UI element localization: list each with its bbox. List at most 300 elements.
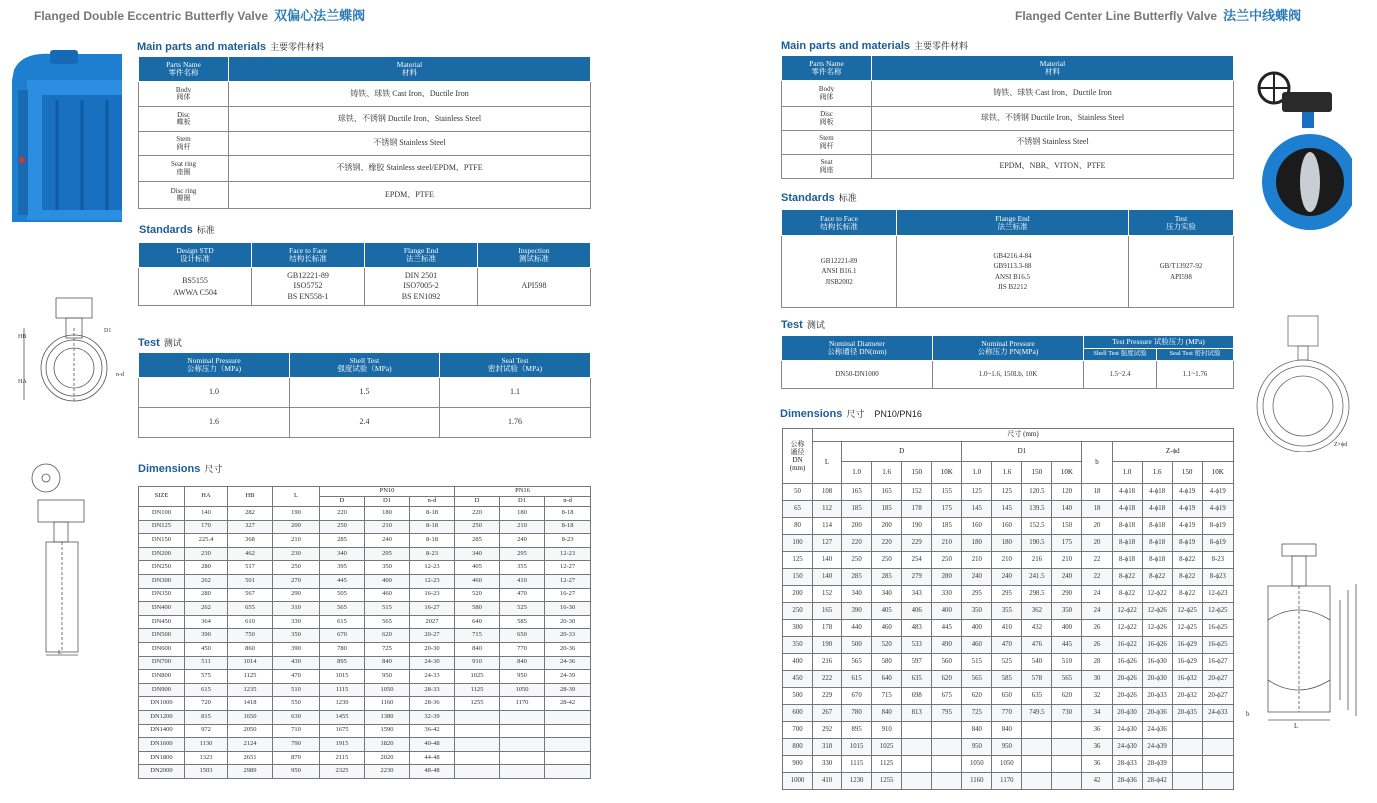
table-cell: 80	[783, 518, 813, 535]
table-row	[783, 535, 1234, 552]
table-cell: 150	[1052, 518, 1082, 535]
table-cell: 620	[962, 688, 992, 705]
table-cell: 2989	[228, 765, 273, 779]
table-cell: 340	[872, 586, 902, 603]
table-cell: 4-ϕ19	[1172, 518, 1202, 535]
table-cell: 1255	[872, 773, 902, 790]
table-row	[783, 756, 1234, 773]
table-cell: 1255	[455, 697, 500, 711]
table-cell: 8-ϕ22	[1172, 552, 1202, 569]
table-row	[139, 602, 591, 616]
table-cell	[932, 739, 962, 756]
table-cell: 240	[500, 534, 545, 548]
table-cell: 240	[992, 569, 1022, 586]
table-cell: 950	[365, 670, 410, 684]
table-cell: DN200	[139, 547, 185, 561]
table-cell: 770	[500, 642, 545, 656]
table-cell: 24-33	[410, 670, 455, 684]
table-cell: 525	[500, 602, 545, 616]
table-cell: 250	[783, 603, 813, 620]
table-cell: 220	[320, 507, 365, 521]
table-row: Stem 阀杆 不锈钢 Stainless Steel	[139, 132, 591, 156]
table-row	[139, 642, 591, 656]
table-cell: 16-ϕ26	[1142, 637, 1172, 654]
table-row	[783, 671, 1234, 688]
table-cell	[1202, 722, 1233, 739]
table-cell: 840	[500, 656, 545, 670]
table-cell: 840	[962, 722, 992, 739]
table-cell: 540	[1022, 654, 1052, 671]
table-cell: 18	[1082, 501, 1112, 518]
table-cell: 12-ϕ22	[1112, 620, 1142, 637]
table-cell	[545, 724, 591, 738]
table-cell: 8-ϕ18	[1142, 518, 1172, 535]
table-cell: 200	[273, 520, 320, 534]
table-cell: 139.5	[1022, 501, 1052, 518]
table-row	[139, 547, 591, 561]
table-cell: 150	[783, 569, 813, 586]
table-cell	[500, 724, 545, 738]
table-row	[139, 710, 591, 724]
table-cell: 470	[500, 588, 545, 602]
table-cell: 2027	[410, 615, 455, 629]
table-cell: 2325	[320, 765, 365, 779]
table-cell: 327	[228, 520, 273, 534]
table-cell: 190	[273, 507, 320, 521]
table-cell: 710	[273, 724, 320, 738]
table-cell: 520	[455, 588, 500, 602]
table-cell: 225.4	[185, 534, 228, 548]
left-dimensions-title: Dimensions 尺寸	[138, 463, 223, 475]
table-row: Disc 蝶板 球铁、不锈钢 Ductile Iron、Stainless Steel	[139, 107, 591, 132]
table-cell: 140	[185, 507, 228, 521]
table-cell: 700	[783, 722, 813, 739]
table-cell: 298.5	[1022, 586, 1052, 603]
table-cell: DN1600	[139, 738, 185, 752]
table-cell: 295	[365, 547, 410, 561]
table-cell: 950	[992, 739, 1022, 756]
table-row: 1.6 2.4 1.76	[139, 408, 591, 438]
table-cell: 950	[500, 670, 545, 684]
table-cell: 20-33	[545, 629, 591, 643]
material-header: Material 材料	[229, 57, 591, 82]
table-cell: 8-ϕ22	[1172, 586, 1202, 603]
table-cell: 640	[872, 671, 902, 688]
table-cell: 28-39	[545, 683, 591, 697]
table-cell: 210	[962, 552, 992, 569]
table-cell: 8-ϕ19	[1172, 535, 1202, 552]
table-cell: 16-ϕ25	[1202, 637, 1233, 654]
table-cell: 108	[813, 484, 842, 501]
table-cell: 462	[228, 547, 273, 561]
table-row	[783, 620, 1234, 637]
table-cell: 32	[1082, 688, 1112, 705]
table-cell: 290	[1052, 586, 1082, 603]
table-row: BS5155 AWWA C504 GB12221-89 ISO5752 BS EN558-1 DIN 2501 ISO7005-2 BS EN1092 API598	[139, 268, 591, 306]
table-cell: 216	[1022, 552, 1052, 569]
table-cell: 32-39	[410, 710, 455, 724]
table-cell: 406	[902, 603, 932, 620]
table-cell: 36	[1082, 722, 1112, 739]
table-cell: 580	[872, 654, 902, 671]
table-cell: 220	[455, 507, 500, 521]
table-cell: 1230	[842, 773, 872, 790]
table-cell	[1172, 739, 1202, 756]
table-cell: 282	[228, 507, 273, 521]
table-cell: 1050	[500, 683, 545, 697]
table-cell: 1000	[783, 773, 813, 790]
table-cell: 630	[273, 710, 320, 724]
table-cell: 24	[1082, 586, 1112, 603]
table-cell: 2230	[365, 765, 410, 779]
table-cell: 250	[932, 552, 962, 569]
table-cell	[1052, 722, 1082, 739]
table-cell: 770	[992, 705, 1022, 722]
center-line-valve-photo	[1252, 70, 1352, 232]
table-cell: 340	[842, 586, 872, 603]
table-cell: 355	[500, 561, 545, 575]
table-row	[783, 518, 1234, 535]
table-cell: 8-23	[545, 534, 591, 548]
table-cell: 515	[962, 654, 992, 671]
table-cell: 12-27	[545, 574, 591, 588]
table-cell: 16-23	[410, 588, 455, 602]
right-dimensions-title: Dimensions 尺寸 PN10/PN16	[780, 408, 922, 420]
table-cell: 840	[872, 705, 902, 722]
svg-text:b: b	[1246, 710, 1250, 718]
table-cell: 12-ϕ26	[1142, 620, 1172, 637]
table-cell: 120	[1052, 484, 1082, 501]
table-cell: 210	[500, 520, 545, 534]
table-cell: 517	[228, 561, 273, 575]
table-row	[783, 603, 1234, 620]
table-cell: 285	[872, 569, 902, 586]
table-row	[139, 588, 591, 602]
table-cell: 355	[992, 603, 1022, 620]
table-cell	[1022, 773, 1052, 790]
table-cell: 4-ϕ19	[1172, 484, 1202, 501]
table-cell: 525	[992, 654, 1022, 671]
table-cell	[1022, 722, 1052, 739]
table-row	[139, 656, 591, 670]
table-cell: 815	[185, 710, 228, 724]
table-cell: DN250	[139, 561, 185, 575]
table-cell: 650	[500, 629, 545, 643]
table-cell: 1125	[872, 756, 902, 773]
table-cell: 610	[228, 615, 273, 629]
table-cell: 950	[273, 765, 320, 779]
table-cell: 12-ϕ22	[1112, 603, 1142, 620]
table-cell: 210	[1052, 552, 1082, 569]
left-standards-title: Standards 标准	[139, 224, 215, 236]
table-cell: DN125	[139, 520, 185, 534]
table-cell: 350	[783, 637, 813, 654]
table-cell: 36	[1082, 756, 1112, 773]
table-cell: 567	[228, 588, 273, 602]
table-cell: 585	[500, 615, 545, 629]
right-parts-title: Main parts and materials 主要零件材料	[781, 40, 969, 52]
table-row	[139, 520, 591, 534]
table-cell: 12-23	[545, 547, 591, 561]
table-cell: 8-ϕ19	[1202, 535, 1233, 552]
table-cell: 1050	[962, 756, 992, 773]
table-cell	[1052, 739, 1082, 756]
table-row: Seat 阀座 EPDM、NBR、VITON、PTFE	[782, 155, 1234, 179]
table-cell: 16-ϕ22	[1112, 637, 1142, 654]
table-cell: 4-ϕ18	[1112, 484, 1142, 501]
table-cell: 460	[962, 637, 992, 654]
table-cell: 24-39	[545, 670, 591, 684]
table-cell: 565	[320, 602, 365, 616]
table-cell: 16-27	[410, 602, 455, 616]
table-cell: 16-ϕ29	[1172, 637, 1202, 654]
table-cell: 655	[228, 602, 273, 616]
table-cell: 8-ϕ18	[1112, 552, 1142, 569]
table-cell	[500, 710, 545, 724]
table-cell: 295	[992, 586, 1022, 603]
table-cell: 210	[365, 520, 410, 534]
table-cell: 20-ϕ27	[1202, 688, 1233, 705]
table-cell: 50	[783, 484, 813, 501]
svg-text:L: L	[1294, 722, 1299, 730]
table-cell: 500	[783, 688, 813, 705]
table-cell: 230	[185, 547, 228, 561]
table-cell: 620	[1052, 688, 1082, 705]
table-cell: 165	[842, 484, 872, 501]
table-cell: 145	[992, 501, 1022, 518]
table-cell: 749.5	[1022, 705, 1052, 722]
table-cell: 390	[842, 603, 872, 620]
table-row: Body 阀体 铸铁、球铁 Cast Iron、Ductile Iron	[782, 81, 1234, 107]
table-cell: 430	[273, 656, 320, 670]
table-row	[783, 552, 1234, 569]
table-cell: 12-ϕ25	[1202, 603, 1233, 620]
table-row	[783, 637, 1234, 654]
right-dimensions-table: 公称 通径 DN (mm) 尺寸 (mm) L D D1 b Z-ϕd 1.0 1.6 150 10K 1.0 1.6 150 10K 1.0 1.6 150 10K 50 108 165 165 152 155 125 125 120.5 120 18 4-ϕ18 4-ϕ18 4-ϕ19 4-ϕ19 65 112 185 185 178 175 145 145 139.5 140 18 4-ϕ18 4-ϕ18 4-ϕ19 4-ϕ19 80 114 200 200 190 185 160 160 152.5 150 20 8-ϕ18 8-ϕ18 4-ϕ19 8-ϕ19 100 127 220 220 229 210 180 180 190.5 175 20 8-ϕ18 8-ϕ18 8-ϕ19 8-ϕ19 125 140 250 250 254 250 210 210 216 210 22 8-ϕ18 8-ϕ18 8-ϕ22 8-23 150 140 285 285 279 280 240 240 241.5 240 22 8-ϕ22 8-ϕ22 8-ϕ22 8-ϕ23 200 152 340 340 343 330 295 295 298.5 290 24 8-ϕ22 12-ϕ22 8-ϕ22 12-ϕ23 250 165 390 405 406 400 350 355 362 350 24 12-ϕ22 12-ϕ26 12-ϕ25 12-ϕ25 300 178 440 460 483 445 400 410 432 400 26 12-ϕ22 12-ϕ26 12-ϕ25 16-ϕ25 350 190 500 520 533 490 460 470 476 445 26 16-ϕ22 16-ϕ26 16-ϕ29 16-ϕ25 400 216 565 580 597 560 515 525 540 510 28 16-ϕ26 16-ϕ30 16-ϕ29 16-ϕ27 450 222 615 640 635 620 565 585 578 565 30 20-ϕ26 20-ϕ30 16-ϕ32 20-ϕ27 500 229 670 715 698 675 620 650 635 620 32 20-ϕ26 20-ϕ33 20-ϕ32 20-ϕ27 600 267 780 840 813 795 725 770 749.5 730 34 20-ϕ30 20-ϕ36 20-ϕ35 24-ϕ33 700 292 895 910 840 840 36 24-ϕ30 24-ϕ36 800 318 1015 1025 950 950 36 24-ϕ30 24-ϕ39 900 330 1115 1125 1050 1050 36 28-ϕ33 28-ϕ39 1000 410 1230 1255 1160 1170 42 28-ϕ36 28-ϕ42	[782, 428, 1234, 790]
table-cell: 675	[932, 688, 962, 705]
table-cell: 350	[1052, 603, 1082, 620]
table-cell: 615	[185, 683, 228, 697]
parts-name-header: Parts Name 零件名称	[139, 57, 229, 82]
table-cell: 220	[872, 535, 902, 552]
table-cell: 8-18	[545, 520, 591, 534]
table-cell: 2651	[228, 751, 273, 765]
table-cell: 1915	[320, 738, 365, 752]
table-cell: 575	[185, 670, 228, 684]
left-parts-title: Main parts and materials 主要零件材料	[137, 41, 325, 53]
table-cell: 565	[365, 615, 410, 629]
table-cell: 28-ϕ42	[1142, 773, 1172, 790]
table-row: 1.0 1.5 1.1	[139, 378, 591, 408]
table-cell: 432	[1022, 620, 1052, 637]
table-cell: 340	[320, 547, 365, 561]
table-cell: 16-ϕ26	[1112, 654, 1142, 671]
table-cell: 254	[902, 552, 932, 569]
table-cell: 280	[185, 561, 228, 575]
table-cell	[455, 765, 500, 779]
table-cell: DN1200	[139, 710, 185, 724]
table-cell: 620	[365, 629, 410, 643]
right-parts-table: Parts Name 零件名称 Material 材料 Body 阀体 铸铁、球铁 Cast Iron、Ductile Iron Disc 阀板 球铁、不锈钢 Ductile Iron、Stainless Steel Stem 阀杆 不锈钢 Stainless Steel Seat 阀座 EPDM、NBR、VITON、PTFE	[781, 55, 1234, 179]
table-cell: 1115	[842, 756, 872, 773]
table-cell: 501	[228, 574, 273, 588]
table-cell	[1022, 756, 1052, 773]
table-cell: 28-33	[410, 683, 455, 697]
table-cell: 190	[813, 637, 842, 654]
table-cell: 18	[1082, 484, 1112, 501]
table-cell: 24-ϕ36	[1142, 722, 1172, 739]
table-cell	[1202, 739, 1233, 756]
table-cell	[455, 710, 500, 724]
table-cell: 160	[992, 518, 1022, 535]
table-cell: 65	[783, 501, 813, 518]
table-cell: 870	[273, 751, 320, 765]
table-cell: DN450	[139, 615, 185, 629]
table-cell: DN2000	[139, 765, 185, 779]
right-test-table: Nominal Diameter 公称通径 DN(mm) Nominal Pressure 公称压力 PN(MPa) Test Pressure 试验压力 (MPa) Shell Test 强度试验 Seal Test 密封试验 DN50-DN1000 1.0~1.6, 150Lb, 10K 1.5~2.4 1.1~1.76	[781, 335, 1234, 389]
table-cell: 330	[273, 615, 320, 629]
table-cell: 4-ϕ19	[1172, 501, 1202, 518]
table-cell: 715	[455, 629, 500, 643]
table-cell: 114	[813, 518, 842, 535]
table-cell: 511	[185, 656, 228, 670]
table-cell: 12-23	[410, 561, 455, 575]
svg-text:L: L	[58, 650, 62, 656]
table-cell: 250	[455, 520, 500, 534]
table-row	[783, 569, 1234, 586]
table-cell: 295	[962, 586, 992, 603]
table-cell: 20-36	[545, 642, 591, 656]
table-cell: 8-ϕ18	[1112, 535, 1142, 552]
table-cell: 280	[932, 569, 962, 586]
table-cell: 36-42	[410, 724, 455, 738]
table-cell: 145	[962, 501, 992, 518]
table-cell: DN150	[139, 534, 185, 548]
table-cell: 190.5	[1022, 535, 1052, 552]
table-cell: 1125	[455, 683, 500, 697]
table-cell: 790	[273, 738, 320, 752]
table-cell: 26	[1082, 620, 1112, 637]
table-cell: 340	[455, 547, 500, 561]
table-cell: DN350	[139, 588, 185, 602]
table-cell: 16-27	[545, 588, 591, 602]
table-cell: 1115	[320, 683, 365, 697]
table-cell: 20-30	[410, 642, 455, 656]
table-cell: 1170	[992, 773, 1022, 790]
table-cell: 178	[813, 620, 842, 637]
table-cell: 910	[455, 656, 500, 670]
table-cell: 300	[783, 620, 813, 637]
table-cell: 330	[813, 756, 842, 773]
table-cell: 490	[932, 637, 962, 654]
table-cell: 20-ϕ30	[1112, 705, 1142, 722]
table-cell: 240	[962, 569, 992, 586]
table-cell: 1675	[320, 724, 365, 738]
table-cell: 24	[1082, 603, 1112, 620]
table-cell: 2020	[365, 751, 410, 765]
table-cell	[902, 739, 932, 756]
table-cell: 390	[185, 629, 228, 643]
table-cell: 8-23	[410, 547, 455, 561]
table-cell: 8-18	[410, 507, 455, 521]
table-cell: 720	[185, 697, 228, 711]
table-cell: DN1400	[139, 724, 185, 738]
table-cell: 600	[783, 705, 813, 722]
table-cell: 12-ϕ22	[1142, 586, 1172, 603]
table-cell: 510	[273, 683, 320, 697]
table-cell: DN300	[139, 574, 185, 588]
table-cell: 20-ϕ32	[1172, 688, 1202, 705]
table-cell: 515	[365, 602, 410, 616]
table-cell: 26	[1082, 637, 1112, 654]
table-cell: 1418	[228, 697, 273, 711]
table-cell: 8-18	[410, 520, 455, 534]
table-cell: 28-42	[545, 697, 591, 711]
table-cell: 410	[992, 620, 1022, 637]
table-cell: 1503	[185, 765, 228, 779]
table-cell: 1130	[185, 738, 228, 752]
table-cell: 250	[320, 520, 365, 534]
table-cell: 1235	[228, 683, 273, 697]
table-cell: 12-27	[545, 561, 591, 575]
table-cell: 8-18	[545, 507, 591, 521]
table-cell: 210	[932, 535, 962, 552]
table-cell	[455, 738, 500, 752]
table-cell: 28-ϕ39	[1142, 756, 1172, 773]
table-row	[139, 534, 591, 548]
table-cell: 28-ϕ33	[1112, 756, 1142, 773]
table-row: GB12221-89 ANSI B16.1 JISB2002 GB4216.4-84 GB9113.3-88 ANSI B16.5 JIS B2212 GB/T13927-92 API598	[782, 236, 1234, 308]
table-cell: 34	[1082, 705, 1112, 722]
table-cell: 4-ϕ18	[1112, 501, 1142, 518]
table-cell: 190	[902, 518, 932, 535]
right-standards-title: Standards 标准	[781, 192, 857, 204]
table-cell: 580	[455, 602, 500, 616]
table-cell: 152	[902, 484, 932, 501]
table-cell: 229	[902, 535, 932, 552]
table-cell: 1025	[455, 670, 500, 684]
table-cell: 520	[872, 637, 902, 654]
table-cell: 30	[1082, 671, 1112, 688]
table-cell: 24-30	[410, 656, 455, 670]
table-cell: DN500	[139, 629, 185, 643]
table-cell: 24-36	[545, 656, 591, 670]
table-cell: 20	[1082, 518, 1112, 535]
table-cell: 16-ϕ29	[1172, 654, 1202, 671]
table-cell: 16-ϕ30	[1142, 654, 1172, 671]
table-cell: 715	[872, 688, 902, 705]
table-cell: 155	[932, 484, 962, 501]
table-cell: 8-18	[410, 534, 455, 548]
table-cell: 1015	[842, 739, 872, 756]
table-cell: 220	[842, 535, 872, 552]
table-cell: DN600	[139, 642, 185, 656]
table-cell: 1160	[365, 697, 410, 711]
table-cell: 445	[932, 620, 962, 637]
table-cell: 400	[783, 654, 813, 671]
table-cell: 1455	[320, 710, 365, 724]
table-cell: 20-27	[410, 629, 455, 643]
table-cell	[545, 751, 591, 765]
table-cell	[1022, 739, 1052, 756]
table-cell: 780	[320, 642, 365, 656]
table-cell: 565	[842, 654, 872, 671]
svg-text:Z×ϕd: Z×ϕd	[1334, 442, 1348, 448]
table-cell: 12-23	[410, 574, 455, 588]
table-cell: 1170	[500, 697, 545, 711]
table-cell: 578	[1022, 671, 1052, 688]
table-cell: 698	[902, 688, 932, 705]
